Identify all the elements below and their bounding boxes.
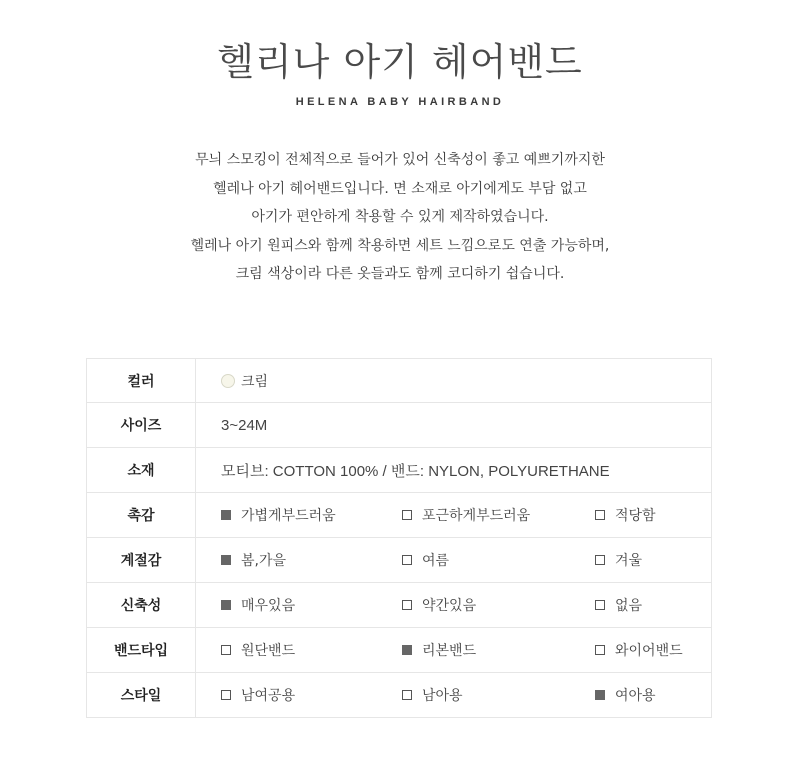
spec-option-label: 매우있음 bbox=[241, 598, 296, 614]
spec-label: 계절감 bbox=[87, 538, 196, 583]
material-value: 모티브: COTTON 100% / 밴드: NYLON, POLYURETHANE bbox=[221, 462, 610, 480]
description-line: 크림 색상이라 다른 옷들과도 함께 코디하기 쉽습니다. bbox=[235, 266, 565, 282]
spec-row-material bbox=[87, 448, 712, 493]
spec-option-label: 여아용 bbox=[615, 688, 656, 704]
spec-value bbox=[196, 448, 712, 493]
spec-row-season bbox=[87, 538, 712, 583]
checked-box-icon bbox=[402, 645, 412, 655]
spec-row-stretch bbox=[87, 583, 712, 628]
spec-option-label: 남여공용 bbox=[241, 688, 296, 704]
spec-value bbox=[196, 403, 712, 448]
unchecked-box-icon bbox=[595, 555, 605, 565]
spec-option-label: 봄,가을 bbox=[241, 553, 287, 569]
description-line: 무늬 스모킹이 전체적으로 들어가 있어 신축성이 좋고 예쁘기까지한 bbox=[195, 152, 605, 168]
spec-label: 소재 bbox=[87, 448, 196, 493]
spec-option-label: 겨울 bbox=[615, 553, 643, 569]
unchecked-box-icon bbox=[402, 600, 412, 610]
checked-box-icon bbox=[221, 510, 231, 520]
spec-option-label: 남아용 bbox=[422, 688, 463, 704]
unchecked-box-icon bbox=[402, 510, 412, 520]
spec-label: 신축성 bbox=[87, 583, 196, 628]
spec-option bbox=[221, 685, 402, 705]
checked-box-icon bbox=[221, 555, 231, 565]
spec-option-label: 적당함 bbox=[615, 508, 656, 524]
spec-option bbox=[595, 595, 642, 615]
unchecked-box-icon bbox=[221, 645, 231, 655]
description-line: 헬레나 아기 원피스와 함께 착용하면 세트 느낌으로도 연출 가능하며, bbox=[190, 237, 610, 254]
spec-option bbox=[221, 550, 402, 570]
spec-value bbox=[196, 628, 712, 673]
unchecked-box-icon bbox=[221, 690, 231, 700]
spec-value bbox=[196, 538, 712, 583]
spec-option-label: 없음 bbox=[615, 598, 643, 614]
spec-option bbox=[402, 505, 595, 525]
checked-box-icon bbox=[595, 690, 605, 700]
spec-option-label: 리본밴드 bbox=[422, 643, 477, 659]
checked-box-icon bbox=[221, 600, 231, 610]
spec-row-texture bbox=[87, 493, 712, 538]
spec-option-label: 가볍게부드러움 bbox=[241, 508, 336, 524]
spec-option bbox=[402, 550, 595, 570]
page-subtitle: HELENA BABY HAIRBAND bbox=[295, 96, 505, 108]
spec-option bbox=[595, 505, 656, 525]
description-line: 헬레나 아기 헤어밴드입니다. 면 소재로 아기에게도 부담 없고 bbox=[213, 180, 587, 197]
unchecked-box-icon bbox=[402, 555, 412, 565]
spec-label: 스타일 bbox=[87, 673, 196, 718]
spec-option-label: 여름 bbox=[422, 553, 450, 569]
spec-row-band-type bbox=[87, 628, 712, 673]
color-name: 크림 bbox=[241, 373, 269, 390]
spec-row-color bbox=[87, 359, 712, 403]
spec-option-label: 약간있음 bbox=[422, 598, 477, 614]
spec-option bbox=[221, 505, 402, 525]
spec-table bbox=[86, 358, 712, 718]
spec-option bbox=[221, 640, 402, 660]
spec-row-style bbox=[87, 673, 712, 718]
spec-option-label: 원단밴드 bbox=[241, 643, 296, 659]
spec-label: 컬러 bbox=[87, 359, 196, 403]
spec-option-label: 와이어밴드 bbox=[615, 643, 683, 659]
product-description bbox=[0, 146, 800, 289]
spec-value bbox=[196, 359, 712, 403]
spec-option-label: 포근하게부드러움 bbox=[422, 508, 531, 524]
cream-color-swatch bbox=[221, 374, 235, 388]
description-line: 아기가 편안하게 착용할 수 있게 제작하였습니다. bbox=[251, 209, 549, 225]
spec-label: 사이즈 bbox=[87, 403, 196, 448]
spec-option bbox=[595, 640, 683, 660]
spec-option bbox=[221, 595, 402, 615]
spec-option bbox=[402, 640, 595, 660]
unchecked-box-icon bbox=[595, 600, 605, 610]
spec-option bbox=[595, 550, 642, 570]
unchecked-box-icon bbox=[402, 690, 412, 700]
unchecked-box-icon bbox=[595, 510, 605, 520]
page-title: 헬리나 아기 헤어밴드 bbox=[217, 40, 583, 84]
size-value: 3~24M bbox=[221, 416, 268, 434]
spec-value bbox=[196, 493, 712, 538]
spec-option bbox=[402, 685, 595, 705]
spec-label: 밴드타입 bbox=[87, 628, 196, 673]
spec-label: 촉감 bbox=[87, 493, 196, 538]
spec-option bbox=[402, 595, 595, 615]
unchecked-box-icon bbox=[595, 645, 605, 655]
spec-value bbox=[196, 583, 712, 628]
spec-value bbox=[196, 673, 712, 718]
spec-option bbox=[595, 685, 656, 705]
spec-row-size bbox=[87, 403, 712, 448]
